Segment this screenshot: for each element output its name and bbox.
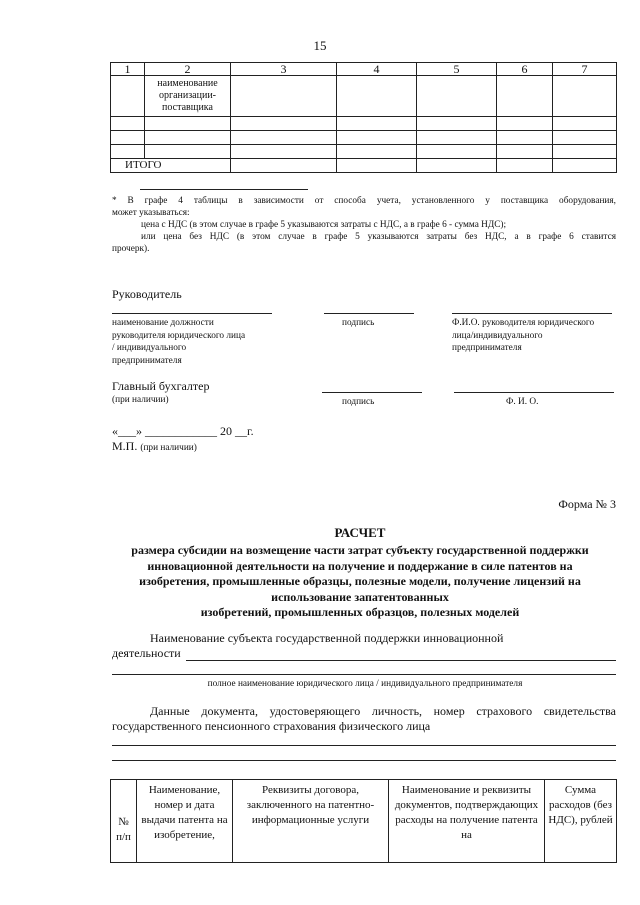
footnote-line: прочерк). [112, 244, 150, 254]
signature-caption: подпись [342, 318, 375, 328]
identity-field-line [112, 745, 616, 746]
accountant-signature-caption: подпись [342, 397, 375, 407]
footnote-line: или цена без НДС (в этом случае в графе 5 указываются затраты без НДС, а в графе 6 ставится [141, 232, 616, 242]
caption-line: руководителя юридического лица [112, 330, 246, 341]
column-header: Сумма расходов (без НДС), рублей [545, 780, 617, 863]
column-header: 7 [553, 63, 617, 76]
subtitle-line: изобретения, промышленные образцы, полезные модели, получение лицензий на [139, 574, 581, 588]
accountant-label: Главный бухгалтер [112, 379, 210, 393]
footnote-line: может указываться: [112, 208, 190, 218]
table-row [111, 145, 617, 159]
form-number: Форма № 3 [558, 497, 616, 511]
table-row [111, 131, 617, 145]
subtitle-line: изобретений, промышленных образцов, полезных моделей [200, 605, 520, 619]
column-header: 3 [231, 63, 337, 76]
column-header: Наименование и реквизиты документов, подтверждающих расходы на получение патента на [389, 780, 545, 863]
caption-line: / индивидуального [112, 343, 187, 353]
form-title: РАСЧЕТ [334, 525, 386, 540]
total-row [111, 159, 617, 173]
identity-line: государственного пенсионного страхования физического лица [112, 719, 431, 733]
caption-line: предпринимателя [112, 355, 182, 366]
page-number: 15 [313, 38, 327, 53]
column-header: Реквизиты договора, заключенного на патентно-информационные услуги [233, 780, 389, 863]
subject-field-line [186, 660, 616, 661]
column-header: 5 [417, 63, 497, 76]
footnote-divider [140, 189, 308, 190]
accountant-fio-line [454, 392, 614, 393]
caption-line: лица/индивидуального [452, 330, 543, 341]
caption-line: предпринимателя [452, 343, 522, 353]
head-label: Руководитель [112, 287, 182, 301]
equipment-table [110, 62, 617, 173]
column-header: 6 [497, 63, 553, 76]
identity-line: Данные документа, удостоверяющего личность, номер страхового свидетельства [150, 704, 616, 718]
caption-line: наименование должности [112, 318, 214, 328]
table-header-row [111, 780, 617, 863]
footnote-line: цена с НДС (в этом случае в графе 5 указываются затраты с НДС, а в графе 6 - сумма НДС); [141, 220, 507, 230]
subject-caption: полное наименование юридического лица / индивидуального предпринимателя [207, 679, 523, 689]
total-label: ИТОГО [111, 159, 231, 173]
accountant-signature-line [322, 392, 422, 393]
subtitle-line: размера субсидии на возмещение части затрат субъекту государственной поддержки [131, 543, 589, 557]
position-line [112, 313, 272, 314]
column-header: Наименование, номер и дата выдачи патента на изобретение, [137, 780, 233, 863]
subtitle-line: инновационной деятельности на получение и поддержание в силе патентов на [147, 558, 573, 573]
patent-costs-table [110, 779, 617, 863]
subtitle-line: использование запатентованных [271, 589, 449, 604]
table-header-row [111, 63, 617, 76]
table-row [111, 117, 617, 131]
org-label: наименование организации-поставщика [145, 76, 231, 117]
fio-line [452, 313, 612, 314]
footnote-line: * В графе 4 таблицы в зависимости от способа учета, установленного у поставщика оборудования, [112, 196, 616, 206]
position-caption [112, 317, 312, 367]
stamp-label: М.П. [112, 439, 138, 453]
signature-line [324, 313, 414, 314]
subject-line: деятельности [112, 646, 181, 660]
caption-line: Ф.И.О. руководителя юридического [452, 318, 595, 328]
column-header: 4 [337, 63, 417, 76]
column-header: № п/п [111, 780, 137, 863]
identity-field-line [112, 760, 616, 761]
stamp-block [112, 439, 197, 455]
column-header: 2 [145, 63, 231, 76]
table-row [111, 76, 617, 117]
accountant-if-any: (при наличии) [112, 395, 169, 405]
date-line: «___» ____________ 20 __г. [112, 424, 254, 438]
form-subtitle [100, 543, 620, 621]
fio-caption [452, 317, 622, 355]
stamp-if-any: (при наличии) [140, 443, 197, 453]
accountant-fio-caption: Ф. И. О. [506, 397, 539, 407]
column-header: 1 [111, 63, 145, 76]
subject-line: Наименование субъекта государственной поддержки инновационной [150, 631, 504, 645]
subject-field-line [112, 674, 616, 675]
